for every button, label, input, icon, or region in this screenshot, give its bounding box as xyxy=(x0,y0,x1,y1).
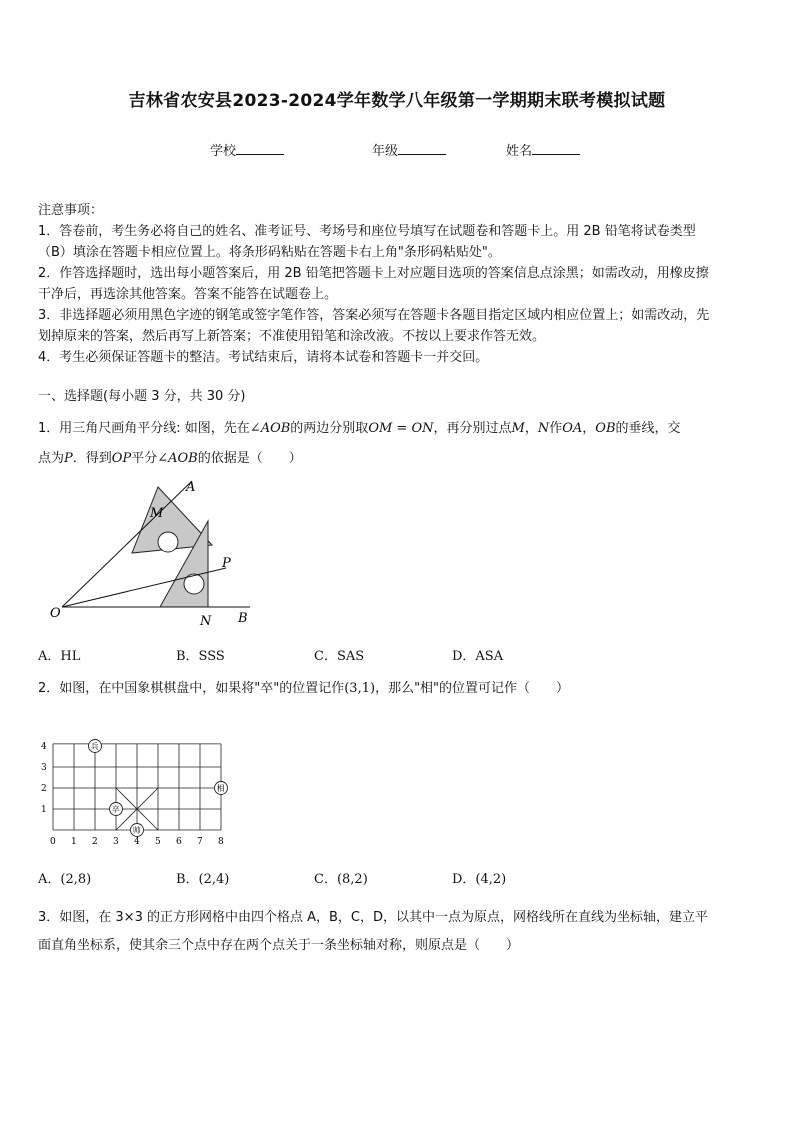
y-tick-label: 4 xyxy=(41,742,47,752)
x-tick-label: 5 xyxy=(155,837,161,847)
label-b: B xyxy=(238,611,248,626)
q1-option-c[interactable]: C．SAS xyxy=(314,649,365,664)
y-tick-label: 3 xyxy=(41,763,47,773)
notes-line: 1．答卷前，考生务必将自己的姓名、准考证号、考场号和座位号填写在试题卷和答题卡上。用 2B 铅笔将试卷类型 xyxy=(38,224,696,239)
grade-field xyxy=(372,140,446,159)
notes-line: 3．非选择题必须用黑色字迹的钢笔或签字笔作答，答案必须写在答题卡各题目指定区域内相应位置上；如需改动，先 xyxy=(38,308,710,323)
name-blank[interactable] xyxy=(532,142,580,155)
angle-bisector-figure xyxy=(40,475,270,635)
q1-text: ，再分别过点 xyxy=(433,421,512,436)
q2-option-b[interactable]: B．(2,4) xyxy=(176,872,230,887)
q2-coordinate: (3,1) xyxy=(344,681,376,696)
x-tick-label: 4 xyxy=(134,837,140,847)
school-field xyxy=(210,140,284,159)
x-tick-label: 2 xyxy=(92,837,98,847)
q3-line-1: 3．如图，在 3×3 的正方形网格中由四个格点 A，B，C，D，以其中一点为原点，网格线所在直线为坐标轴，建立平 xyxy=(38,910,709,925)
q1-text: 的垂线，交 xyxy=(615,421,681,436)
chess-board-figure xyxy=(40,722,240,852)
q1-point-m: M xyxy=(511,421,525,436)
x-tick-label: 7 xyxy=(197,837,203,847)
x-tick-label: 6 xyxy=(176,837,182,847)
q1-text: 的依据是（ ） xyxy=(197,451,302,466)
q1-point-n: N xyxy=(537,421,550,436)
q1-text: 点为 xyxy=(38,451,65,466)
chess-piece-label: 兵 xyxy=(90,742,99,752)
ruler-hole-m xyxy=(158,532,178,552)
question-2 xyxy=(38,678,760,699)
label-o: O xyxy=(50,606,61,621)
notes-line: 干净后，再选涂其他答案。答案不能答在试题卷上。 xyxy=(38,287,338,302)
q1-text: 的两边分别取 xyxy=(290,421,369,436)
q2-text: 2．如图，在中国象棋棋盘中，如果将"卒"的位置记作 xyxy=(38,681,345,696)
q1-text: ．得到 xyxy=(72,451,112,466)
q2-option-a[interactable]: A．(2,8) xyxy=(38,872,92,887)
q3-line-2: 面直角坐标系，使其余三个点中存在两个点关于一条坐标轴对称，则原点是（ ） xyxy=(38,938,520,953)
notes-line: （B）填涂在答题卡相应位置上。将条形码粘贴在答题卡右上角"条形码粘贴处"。 xyxy=(38,245,501,260)
q1-text: 1．用三角尺画角平分线: 如图，先在 xyxy=(38,421,250,436)
q1-line-ob: OB xyxy=(595,421,616,436)
x-tick-label: 8 xyxy=(218,837,224,847)
q2-option-d[interactable]: D．(4,2) xyxy=(452,872,507,887)
q1-text: ， xyxy=(524,421,538,436)
q2-text: ，那么"相"的位置可记作（ ） xyxy=(375,681,570,696)
notes-heading: 注意事项： xyxy=(38,203,104,218)
q1-line-op: OP xyxy=(111,451,132,466)
question-1-line-1 xyxy=(38,414,760,444)
label-a: A xyxy=(186,480,196,495)
section-heading: 一、选择题(每小题 3 分，共 30 分) xyxy=(38,389,246,404)
q1-point-p: P xyxy=(64,451,73,466)
q1-option-b[interactable]: B．SSS xyxy=(176,649,225,664)
q1-equation: OM = ON xyxy=(368,421,434,436)
x-tick-label: 1 xyxy=(71,837,77,847)
q1-text: 平分 xyxy=(131,451,158,466)
name-label: 姓名 xyxy=(506,144,533,159)
q1-text: ， xyxy=(582,421,596,436)
x-tick-label: 3 xyxy=(113,837,119,847)
school-label: 学校 xyxy=(210,144,237,159)
q1-option-a[interactable]: A．HL xyxy=(38,649,81,664)
q1-angle: ∠AOB xyxy=(157,451,198,466)
q1-text: 作 xyxy=(549,421,563,436)
label-m: M xyxy=(150,506,164,521)
label-p: P xyxy=(222,556,231,571)
name-field xyxy=(506,140,580,159)
notes-line: 2．作答选择题时，选出每小题答案后，用 2B 铅笔把答题卡上对应题目选项的答案信息点涂黑；如需改动，用橡皮擦 xyxy=(38,266,709,281)
q2-option-c[interactable]: C．(8,2) xyxy=(314,872,368,887)
label-n: N xyxy=(200,614,212,629)
page-title: 吉林省农安县2023-2024学年数学八年级第一学期期末联考模拟试题 xyxy=(128,91,666,111)
question-1-line-2 xyxy=(38,444,760,474)
notes-block xyxy=(38,200,760,368)
notes-line: 划掉原来的答案，然后再写上新答案；不准使用铅笔和涂改液。不按以上要求作答无效。 xyxy=(38,329,546,344)
board-grid xyxy=(53,744,221,830)
y-tick-label: 2 xyxy=(41,784,47,794)
y-tick-label: 1 xyxy=(41,805,47,815)
notes-line: 4．考生必须保证答题卡的整洁。考试结束后，请将本试卷和答题卡一并交回。 xyxy=(38,350,489,365)
q1-line-oa: OA xyxy=(562,421,583,436)
q1-option-d[interactable]: D．ASA xyxy=(452,649,504,664)
question-1 xyxy=(38,414,760,474)
school-blank[interactable] xyxy=(236,142,284,155)
question-3 xyxy=(38,904,760,960)
grade-blank[interactable] xyxy=(398,142,446,155)
chess-piece-label: 相 xyxy=(216,784,225,794)
chess-piece-label: 卒 xyxy=(111,805,120,815)
x-tick-label: 0 xyxy=(50,837,56,847)
grade-label: 年级 xyxy=(372,144,399,159)
q1-angle: ∠AOB xyxy=(249,421,291,436)
chess-piece-label: 帅 xyxy=(132,826,141,836)
